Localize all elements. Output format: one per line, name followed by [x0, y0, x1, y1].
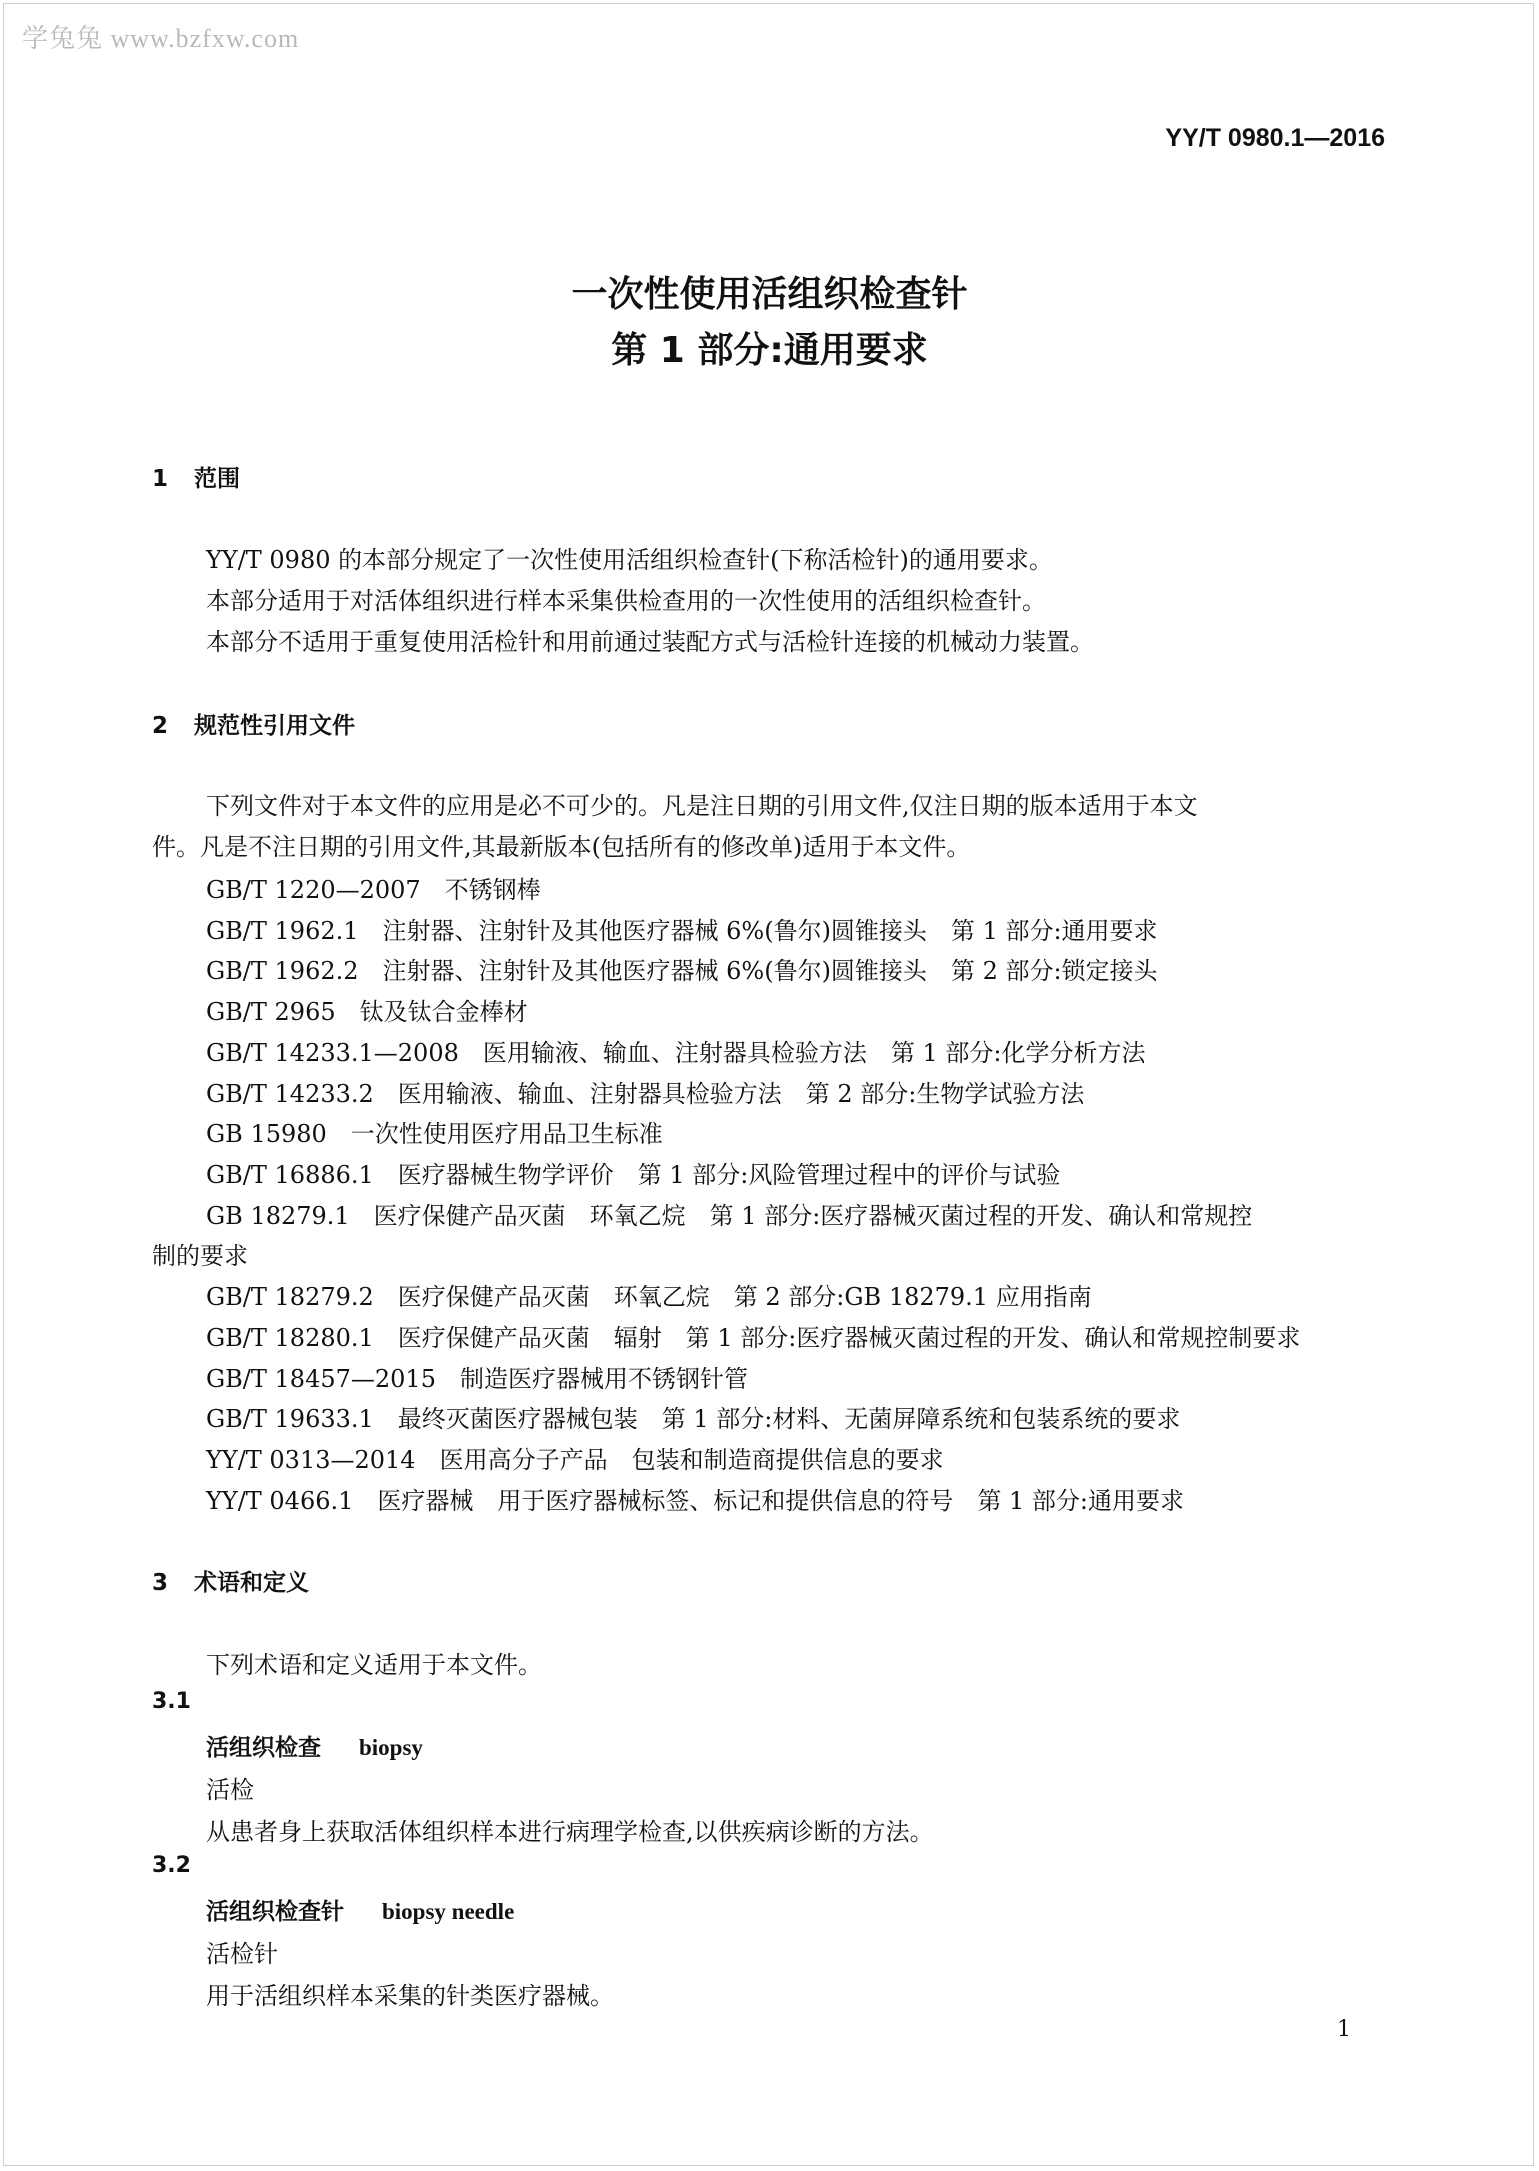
reference-item: GB/T 18279.2 医疗保健产品灭菌 环氧乙烷 第 2 部分:GB 18279.1 应用指南 — [206, 1283, 1092, 1311]
reference-item: YY/T 0313—2014 医用高分子产品 包装和制造商提供信息的要求 — [206, 1446, 944, 1474]
section-number: 3 — [152, 1570, 169, 1596]
section-heading-scope — [152, 460, 240, 493]
section-heading-terms-and-definitions — [152, 1564, 309, 1597]
term-name-zh: 活组织检查针 — [206, 1899, 344, 1925]
scope-paragraph-2: 本部分适用于对活体组织进行样本采集供检查用的一次性使用的活组织检查针。 — [206, 587, 1046, 615]
reference-item: GB 15980 一次性使用医疗用品卫生标准 — [206, 1120, 663, 1148]
reference-item: GB/T 18280.1 医疗保健产品灭菌 辐射 第 1 部分:医疗器械灭菌过程的开发、确认和常规控制要求 — [206, 1324, 1301, 1352]
term-name — [206, 1729, 423, 1762]
references-intro-line-1: 下列文件对于本文件的应用是必不可少的。凡是注日期的引用文件,仅注日期的版本适用于本文 — [206, 792, 1198, 820]
reference-item: YY/T 0466.1 医疗器械 用于医疗器械标签、标记和提供信息的符号 第 1 部分:通用要求 — [206, 1487, 1184, 1515]
term-name-en: biopsy — [359, 1735, 423, 1760]
reference-item: GB/T 14233.2 医用输液、输血、注射器具检验方法 第 2 部分:生物学试验方法 — [206, 1080, 1085, 1108]
scope-paragraph-1: YY/T 0980 的本部分规定了一次性使用活组织检查针(下称活检针)的通用要求。 — [206, 546, 1053, 574]
section-heading-normative-references — [152, 707, 355, 740]
document-title-line-2: 第 1 部分:通用要求 — [611, 330, 928, 371]
section-title: 规范性引用文件 — [194, 713, 355, 739]
term-number: 3.2 — [152, 1853, 191, 1878]
terms-intro: 下列术语和定义适用于本文件。 — [206, 1651, 542, 1679]
term-name-en: biopsy needle — [382, 1899, 515, 1924]
reference-item: GB/T 19633.1 最终灭菌医疗器械包装 第 1 部分:材料、无菌屏障系统和包装系统的要求 — [206, 1405, 1181, 1433]
reference-item: GB 18279.1 医疗保健产品灭菌 环氧乙烷 第 1 部分:医疗器械灭菌过程的开发、确认和常规控 — [206, 1202, 1253, 1230]
reference-item: GB/T 14233.1—2008 医用输液、输血、注射器具检验方法 第 1 部分:化学分析方法 — [206, 1039, 1146, 1067]
term-number: 3.1 — [152, 1689, 191, 1714]
page-number: 1 — [1337, 2017, 1351, 2042]
references-intro-line-2: 件。凡是不注日期的引用文件,其最新版本(包括所有的修改单)适用于本文件。 — [152, 833, 971, 861]
reference-item: GB/T 2965 钛及钛合金棒材 — [206, 998, 528, 1026]
term-name-zh: 活组织检查 — [206, 1735, 321, 1761]
section-title: 术语和定义 — [194, 1570, 309, 1596]
term-synonym: 活检针 — [206, 1940, 278, 1968]
scope-paragraph-3: 本部分不适用于重复使用活检针和用前通过装配方式与活检针连接的机械动力装置。 — [206, 628, 1094, 656]
reference-item: GB/T 18457—2015 制造医疗器械用不锈钢针管 — [206, 1365, 748, 1393]
reference-item: GB/T 1962.2 注射器、注射针及其他医疗器械 6%(鲁尔)圆锥接头 第 2 部分:锁定接头 — [206, 957, 1158, 985]
term-synonym: 活检 — [206, 1776, 254, 1804]
term-definition: 用于活组织样本采集的针类医疗器械。 — [206, 1982, 614, 2010]
document-title-line-1: 一次性使用活组织检查针 — [571, 274, 968, 315]
section-number: 2 — [152, 713, 169, 739]
reference-item: GB/T 16886.1 医疗器械生物学评价 第 1 部分:风险管理过程中的评价与试验 — [206, 1161, 1061, 1189]
section-title: 范围 — [194, 466, 240, 492]
reference-item: GB/T 1962.1 注射器、注射针及其他医疗器械 6%(鲁尔)圆锥接头 第 1 部分:通用要求 — [206, 917, 1158, 945]
term-definition: 从患者身上获取活体组织样本进行病理学检查,以供疾病诊断的方法。 — [206, 1818, 934, 1846]
term-name — [206, 1893, 514, 1926]
watermark: 学兔兔 www.bzfxw.com — [22, 24, 300, 53]
reference-item: GB/T 1220—2007 不锈钢棒 — [206, 876, 541, 904]
document-number: YY/T 0980.1—2016 — [1165, 124, 1385, 152]
reference-item-continuation: 制的要求 — [152, 1242, 248, 1270]
section-number: 1 — [152, 466, 169, 492]
